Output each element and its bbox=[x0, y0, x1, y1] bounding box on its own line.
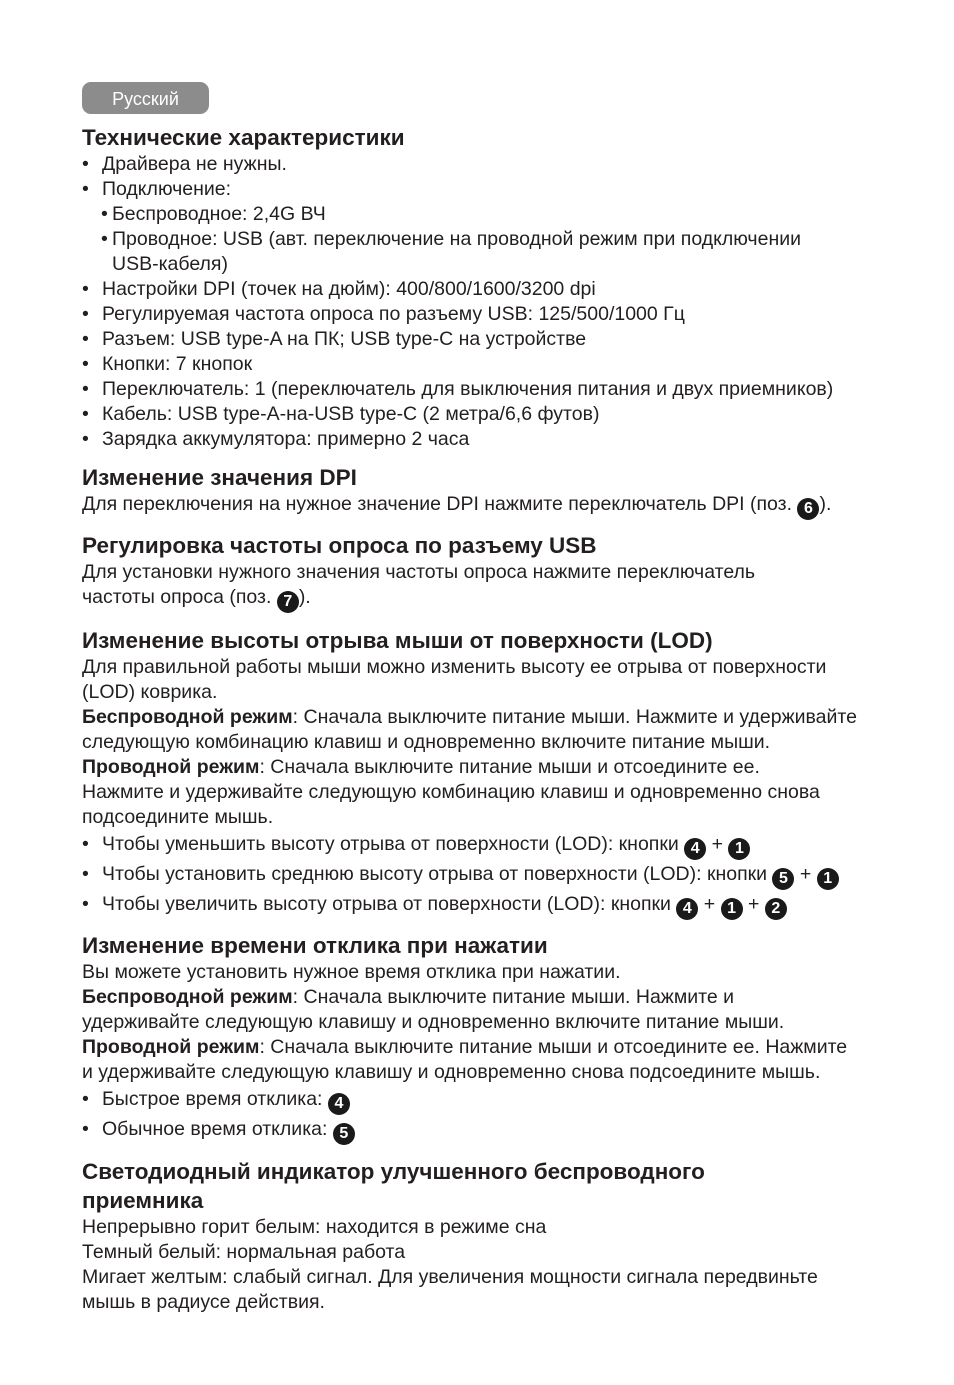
lod-intro: (LOD) коврика. bbox=[82, 681, 218, 703]
wired-mode-label: Проводной режим bbox=[82, 1036, 260, 1058]
button-5-icon: 5 bbox=[772, 868, 794, 890]
wireless-mode-label: Беспроводной режим bbox=[82, 986, 293, 1008]
button-1-icon: 1 bbox=[728, 838, 750, 860]
wireless-mode-label: Беспроводной режим bbox=[82, 706, 293, 728]
response-wired: и удерживайте следующую клавишу и одновременно снова подсоедините мышь. bbox=[82, 1061, 821, 1083]
button-4-icon: 4 bbox=[676, 898, 698, 920]
dpi-title: Изменение значения DPI bbox=[82, 465, 357, 490]
led-line: Непрерывно горит белым: находится в режиме сна bbox=[82, 1216, 547, 1238]
lod-wired: Проводной режим: Сначала выключите питание мыши и отсоедините ее. bbox=[82, 756, 760, 778]
wired-mode-label: Проводной режим bbox=[82, 756, 260, 778]
polling-title: Регулировка частоты опроса по разъему USB bbox=[82, 533, 597, 558]
led-title: приемника bbox=[82, 1188, 204, 1213]
lod-wireless: Беспроводной режим: Сначала выключите питание мыши. Нажмите и удерживайте bbox=[82, 706, 857, 728]
response-intro: Вы можете установить нужное время отклика при нажатии. bbox=[82, 961, 621, 983]
led-line: мышь в радиусе действия. bbox=[82, 1291, 325, 1313]
position-7-icon: 7 bbox=[277, 591, 299, 613]
button-4-icon: 4 bbox=[684, 838, 706, 860]
lod-bullet-medium: • Чтобы установить среднюю высоту отрыва от поверхности (LOD): кнопки 5 + 1 bbox=[82, 860, 882, 890]
button-1-icon: 1 bbox=[817, 868, 839, 890]
lod-wireless: следующую комбинацию клавиш и одновременно включите питание мыши. bbox=[82, 731, 771, 753]
language-badge: Русский bbox=[82, 82, 209, 114]
spec-item: • Переключатель: 1 (переключатель для выключения питания и двух приемников) bbox=[82, 377, 882, 402]
document-content bbox=[82, 123, 882, 1315]
response-wireless: Беспроводной режим: Сначала выключите питание мыши. Нажмите и bbox=[82, 986, 734, 1008]
response-wireless: удерживайте следующую клавишу и одновременно включите питание мыши. bbox=[82, 1011, 785, 1033]
button-4-icon: 4 bbox=[328, 1093, 350, 1115]
spec-item: • Зарядка аккумулятора: примерно 2 часа bbox=[82, 427, 882, 452]
response-normal: • Обычное время отклика: 5 bbox=[82, 1115, 882, 1145]
response-title: Изменение времени отклика при нажатии bbox=[82, 933, 548, 958]
lod-intro: Для правильной работы мыши можно изменить высоту ее отрыва от поверхности bbox=[82, 656, 827, 678]
spec-item: • Кабель: USB type-A-на-USB type-C (2 метра/6,6 футов) bbox=[82, 402, 882, 427]
lod-title: Изменение высоты отрыва мыши от поверхности (LOD) bbox=[82, 628, 713, 653]
response-fast: • Быстрое время отклика: 4 bbox=[82, 1085, 882, 1115]
lod-bullet-increase: • Чтобы увеличить высоту отрыва от поверхности (LOD): кнопки 4 + 1 + 2 bbox=[82, 890, 882, 920]
response-wired: Проводной режим: Сначала выключите питание мыши и отсоедините ее. Нажмите bbox=[82, 1036, 848, 1058]
specs-title: Технические характеристики bbox=[82, 125, 405, 150]
position-6-icon: 6 bbox=[797, 498, 819, 520]
button-2-icon: 2 bbox=[765, 898, 787, 920]
led-title: Светодиодный индикатор улучшенного беспроводного bbox=[82, 1159, 705, 1184]
polling-text: Для установки нужного значения частоты опроса нажмите переключатель bbox=[82, 561, 756, 583]
led-line: Мигает желтым: слабый сигнал. Для увеличения мощности сигнала передвиньте bbox=[82, 1266, 818, 1288]
button-5-icon: 5 bbox=[333, 1123, 355, 1145]
spec-item: • Разъем: USB type-A на ПК; USB type-C на устройстве bbox=[82, 327, 882, 352]
spec-item: • Настройки DPI (точек на дюйм): 400/800/1600/3200 dpi bbox=[82, 277, 882, 302]
spec-item: • Подключение: bbox=[82, 177, 882, 202]
spec-item: • Кнопки: 7 кнопок bbox=[82, 352, 882, 377]
spec-subitem-continuation: USB-кабеля) bbox=[112, 253, 228, 275]
spec-subitem: • Беспроводное: 2,4G ВЧ bbox=[101, 203, 326, 225]
lod-wired: подсоедините мышь. bbox=[82, 806, 274, 828]
lod-wired: Нажмите и удерживайте следующую комбинацию клавиш и одновременно снова bbox=[82, 781, 820, 803]
spec-item: • Драйвера не нужны. bbox=[82, 152, 882, 177]
polling-text: частоты опроса (поз. 7 ). bbox=[82, 585, 882, 613]
button-1-icon: 1 bbox=[721, 898, 743, 920]
led-line: Темный белый: нормальная работа bbox=[82, 1241, 406, 1263]
spec-subitem-text: Проводное: USB (авт. переключение на проводной режим при подключении bbox=[112, 228, 801, 250]
lod-bullet-decrease: • Чтобы уменьшить высоту отрыва от поверхности (LOD): кнопки 4 + 1 bbox=[82, 830, 882, 860]
spec-item: • Регулируемая частота опроса по разъему USB: 125/500/1000 Гц bbox=[82, 302, 882, 327]
dpi-text: Для переключения на нужное значение DPI нажмите переключатель DPI (поз. 6 ). bbox=[82, 492, 882, 520]
spec-subitem: • Проводное: USB (авт. переключение на проводной режим при подключении bbox=[101, 228, 801, 250]
spec-subitem-text: Беспроводное: 2,4G ВЧ bbox=[112, 203, 326, 225]
